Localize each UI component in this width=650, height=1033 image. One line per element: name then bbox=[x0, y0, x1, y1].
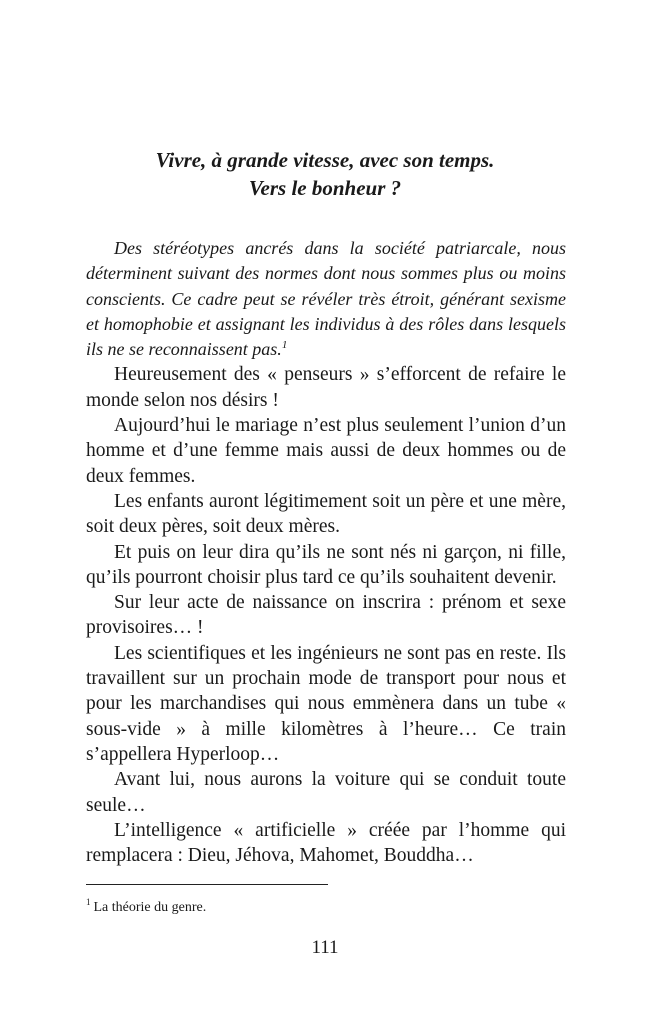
paragraph: L’intelligence « artificielle » créée par l’homme qui remplacera : Dieu, Jéhova, Mahomet, Bouddha… bbox=[86, 819, 566, 867]
footnote-reference: 1 bbox=[281, 339, 288, 352]
paragraph: Sur leur acte de naissance on inscrira : prénom et sexe provisoires… ! bbox=[86, 592, 566, 639]
chapter-title-line-1: Vivre, à grande vitesse, avec son temps. bbox=[155, 148, 495, 172]
footnote-number: 1 bbox=[86, 897, 91, 908]
page-number: 111 bbox=[311, 937, 339, 958]
paragraph: Avant lui, nous aurons la voiture qui se conduit toute seule… bbox=[86, 769, 566, 816]
footnote bbox=[86, 899, 206, 917]
paragraph: Les enfants auront légitimement soit un père et une mère, soit deux pères, soit deux mères. bbox=[86, 490, 566, 538]
footnote-text: La théorie du genre. bbox=[93, 900, 207, 915]
intro-paragraph-text: Des stéréotypes ancrés dans la société patriarcale, nous déterminent suivant des normes dont nous sommes plus ou moins conscients. Ce cadre peut se révéler très étroit, générant sexisme et homophobie et assignant les individus à des rôles dans lesquels ils ne se reconnaissent pas. bbox=[86, 238, 566, 360]
chapter-title-line-2: Vers le bonheur ? bbox=[248, 176, 402, 200]
paragraph: Aujourd’hui le mariage n’est plus seulement l’union d’un homme et d’une femme mais aussi de deux hommes ou de deux femmes. bbox=[86, 415, 566, 487]
paragraph: Les scientifiques et les ingénieurs ne sont pas en reste. Ils travaillent sur un prochain mode de transport pour nous et pour les marchandises qui nous emmènera dans un tube « sous-vide » à mille kilomètres à l’heure… Ce train s’appellera Hyperloop… bbox=[86, 642, 566, 765]
footnote-divider bbox=[86, 884, 328, 885]
intro-paragraph bbox=[86, 236, 566, 362]
paragraph: Heureusement des « penseurs » s’efforcent de refaire le monde selon nos désirs ! bbox=[86, 364, 566, 411]
chapter-title bbox=[80, 146, 570, 202]
paragraph: Et puis on leur dira qu’ils ne sont nés ni garçon, ni fille, qu’ils pourront choisir plus tard ce qu’ils souhaitent devenir. bbox=[86, 541, 566, 588]
body-text bbox=[86, 236, 566, 868]
